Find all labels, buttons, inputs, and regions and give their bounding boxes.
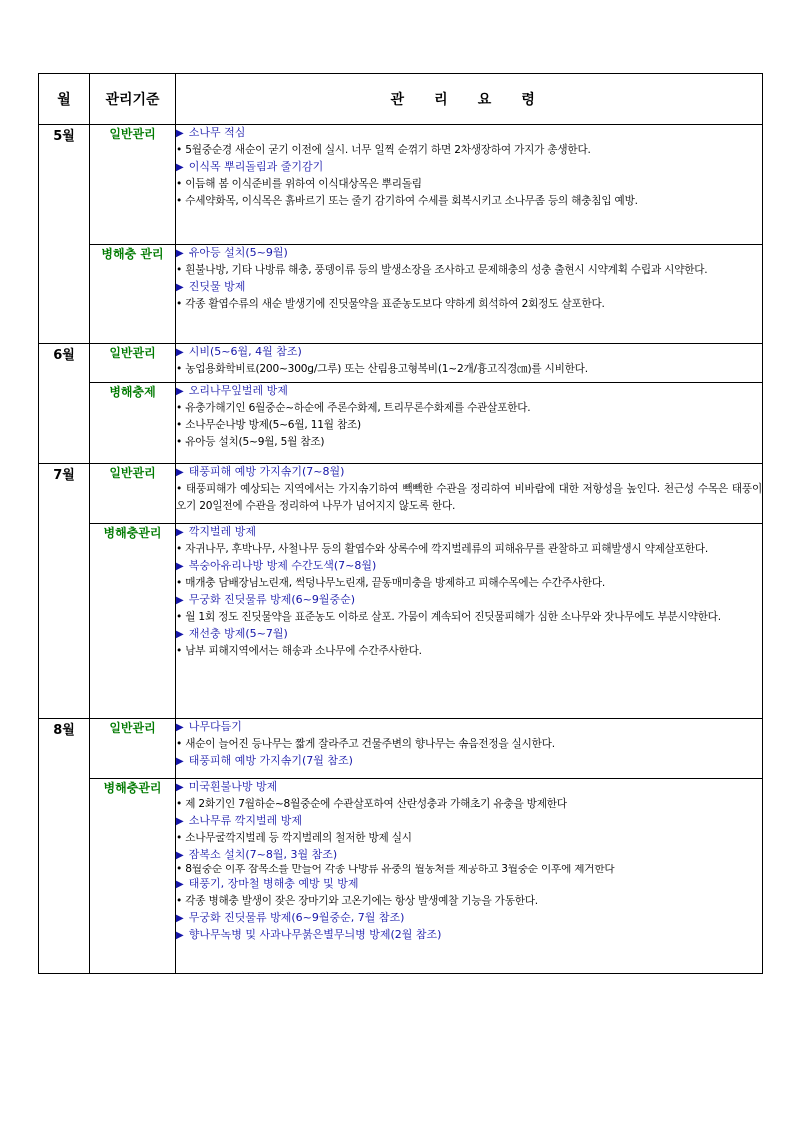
triangle-bullet-icon: ▶ <box>176 782 184 793</box>
category-label: 병해충관리 <box>90 779 176 974</box>
triangle-bullet-icon: ▶ <box>176 722 184 733</box>
management-content <box>176 344 763 383</box>
task-heading-text: 태풍피해 예방 가지솎기(7~8월) <box>188 465 345 478</box>
task-heading-text: 미국흰불나방 방제 <box>188 780 278 793</box>
management-content <box>176 719 763 779</box>
table-row <box>39 383 763 464</box>
category-label: 병해충관리 <box>90 524 176 719</box>
task-detail: • 태풍피해가 예상되는 지역에서는 가지솎기하여 빽빽한 수관을 정리하여 비바람에 대한 저항성을 높인다. 천근성 수목은 태풍이 오기 20일전에 수관을 정리하여 나무가 넘어지지 않도록 한다. <box>176 483 762 512</box>
task-heading <box>176 245 762 262</box>
triangle-bullet-icon: ▶ <box>176 850 184 861</box>
task-detail: • 수세약화목, 이식목은 흙바르기 또는 줄기 감기하여 수세를 회복시키고 소나무좀 등의 해충침입 예방. <box>176 195 638 207</box>
task-detail: • 흰불나방, 기타 나방류 해충, 풍뎅이류 등의 발생소장을 조사하고 문제해충의 성충 출현시 시약계획 수립과 시약한다. <box>176 264 708 276</box>
task-heading <box>176 813 762 830</box>
task-detail: • 이듬해 봄 이식준비를 위하여 이식대상목은 뿌리돌림 <box>176 178 422 190</box>
task-heading <box>176 626 762 643</box>
task-heading <box>176 159 762 176</box>
category-label: 일반관리 <box>90 125 176 245</box>
triangle-bullet-icon: ▶ <box>176 467 184 478</box>
header-month: 월 <box>39 74 90 125</box>
triangle-bullet-icon: ▶ <box>176 527 184 538</box>
month-label: 5월 <box>39 125 90 344</box>
task-heading <box>176 927 762 944</box>
management-content <box>176 245 763 344</box>
task-detail: • 유충가해기인 6월중순~하순에 주론수화제, 트리무론수화제를 수관살포한다. <box>176 402 531 414</box>
table-row <box>39 464 763 524</box>
month-label: 8월 <box>39 719 90 974</box>
task-detail: • 각종 병해충 발생이 잦은 장마기와 고온기에는 항상 발생예찰 기능을 가동한다. <box>176 895 538 907</box>
category-label: 일반관리 <box>90 464 176 524</box>
header-plan: 관 리 요 령 <box>176 74 763 125</box>
triangle-bullet-icon: ▶ <box>176 629 184 640</box>
triangle-bullet-icon: ▶ <box>176 595 184 606</box>
task-heading-text: 향나무녹병 및 사과나무붉은별무늬병 방제(2월 참조) <box>188 928 442 941</box>
task-heading-text: 소나무류 깍지벌레 방제 <box>188 814 302 827</box>
task-detail: • 제 2화기인 7월하순~8월중순에 수관살포하여 산란성충과 가해초기 유충을 방제한다 <box>176 798 567 810</box>
triangle-bullet-icon: ▶ <box>176 816 184 827</box>
triangle-bullet-icon: ▶ <box>176 282 184 293</box>
management-content <box>176 125 763 245</box>
table-row <box>39 779 763 974</box>
header-row <box>39 74 763 125</box>
table-row <box>39 719 763 779</box>
task-detail: • 유아등 설치(5~9월, 5월 참조) <box>176 436 325 448</box>
task-heading-text: 오리나무잎벌레 방제 <box>188 384 288 397</box>
task-heading <box>176 753 762 770</box>
task-detail: • 소나무순나방 방제(5~6월, 11월 참조) <box>176 419 361 431</box>
task-heading <box>176 847 762 864</box>
table-row <box>39 125 763 245</box>
task-heading <box>176 125 762 142</box>
table-row <box>39 245 763 344</box>
task-heading <box>176 592 762 609</box>
task-heading-text: 시비(5~6월, 4월 참조) <box>188 345 302 358</box>
triangle-bullet-icon: ▶ <box>176 913 184 924</box>
task-detail: • 자귀나무, 후박나무, 사철나무 등의 활엽수와 상록수에 깍지벌레류의 피해유무를 관찰하고 피해발생시 약제살포한다. <box>176 543 708 555</box>
task-heading-text: 이식목 뿌리돌림과 줄기감기 <box>188 160 324 173</box>
task-heading-text: 복숭아유리나방 방제 수간도색(7~8월) <box>188 559 377 572</box>
task-heading <box>176 344 762 361</box>
triangle-bullet-icon: ▶ <box>176 128 184 139</box>
task-detail: • 소나무굴깍지벌레 등 깍지벌레의 철저한 방제 실시 <box>176 832 412 844</box>
task-heading <box>176 524 762 541</box>
task-heading-text: 나무다듬기 <box>188 720 242 733</box>
task-heading <box>176 719 762 736</box>
month-label: 7월 <box>39 464 90 719</box>
triangle-bullet-icon: ▶ <box>176 930 184 941</box>
task-heading-text: 무궁화 진딧물류 방제(6~9월중순) <box>188 593 356 606</box>
table-row <box>39 344 763 383</box>
task-heading-text: 유아등 설치(5~9월) <box>188 246 288 259</box>
task-heading-text: 태풍기, 장마철 병해충 예방 및 방제 <box>188 877 359 890</box>
task-heading <box>176 464 762 481</box>
task-heading-text: 무궁화 진딧물류 방제(6~9월중순, 7월 참조) <box>188 911 405 924</box>
task-heading-text: 진딧물 방제 <box>188 280 246 293</box>
task-heading <box>176 779 762 796</box>
category-label: 일반관리 <box>90 719 176 779</box>
triangle-bullet-icon: ▶ <box>176 386 184 397</box>
task-heading <box>176 910 762 927</box>
task-heading-text: 깍지벌레 방제 <box>188 525 256 538</box>
management-content <box>176 464 763 524</box>
triangle-bullet-icon: ▶ <box>176 879 184 890</box>
task-detail: • 각종 활엽수류의 새순 발생기에 진딧물약을 표준농도보다 약하게 희석하여 2회정도 살포한다. <box>176 298 605 310</box>
category-label: 일반관리 <box>90 344 176 383</box>
table-row <box>39 524 763 719</box>
triangle-bullet-icon: ▶ <box>176 561 184 572</box>
management-content <box>176 524 763 719</box>
task-heading-text: 태풍피해 예방 가지솎기(7월 참조) <box>188 754 353 767</box>
triangle-bullet-icon: ▶ <box>176 162 184 173</box>
category-label: 병해충제 <box>90 383 176 464</box>
category-label: 병해충 관리 <box>90 245 176 344</box>
task-detail: • 매개충 담배장님노린재, 썩덩나무노린재, 끝동매미충을 방제하고 피해수목에는 수간주사한다. <box>176 577 606 589</box>
management-content <box>176 779 763 974</box>
management-content <box>176 383 763 464</box>
task-detail: • 월 1회 정도 진딧물약을 표준농도 이하로 살포. 가뭄이 계속되어 진딧물피해가 심한 소나무와 잣나무에도 부분시약한다. <box>176 611 721 623</box>
month-label: 6월 <box>39 344 90 464</box>
triangle-bullet-icon: ▶ <box>176 756 184 767</box>
task-heading-text: 잠복소 설치(7~8월, 3월 참조) <box>188 848 338 861</box>
task-heading <box>176 383 762 400</box>
triangle-bullet-icon: ▶ <box>176 248 184 259</box>
task-heading-text: 소나무 적심 <box>188 126 246 139</box>
task-detail: • 8월중순 이후 잠복소를 만들어 각종 나방류 유충의 월동처를 제공하고 3월중순 이후에 제거한다 <box>176 864 615 875</box>
task-detail: • 농업용화학비료(200~300g/그루) 또는 산림용고형복비(1~2개/흉고직경㎝)를 시비한다. <box>176 363 588 375</box>
management-table <box>38 73 763 974</box>
task-detail: • 5월중순경 새순이 굳기 이전에 실시. 너무 일찍 순꺾기 하면 2차생장하여 가지가 총생한다. <box>176 144 591 156</box>
task-detail: • 새순이 늘어진 등나무는 짧게 잘라주고 건물주변의 향나무는 솎음전정을 실시한다. <box>176 738 555 750</box>
task-heading <box>176 558 762 575</box>
task-heading <box>176 279 762 296</box>
task-detail: • 남부 피해지역에서는 해송과 소나무에 수간주사한다. <box>176 645 422 657</box>
task-heading-text: 재선충 방제(5~7월) <box>188 627 288 640</box>
header-standard: 관리기준 <box>90 74 176 125</box>
triangle-bullet-icon: ▶ <box>176 347 184 358</box>
task-heading <box>176 876 762 893</box>
